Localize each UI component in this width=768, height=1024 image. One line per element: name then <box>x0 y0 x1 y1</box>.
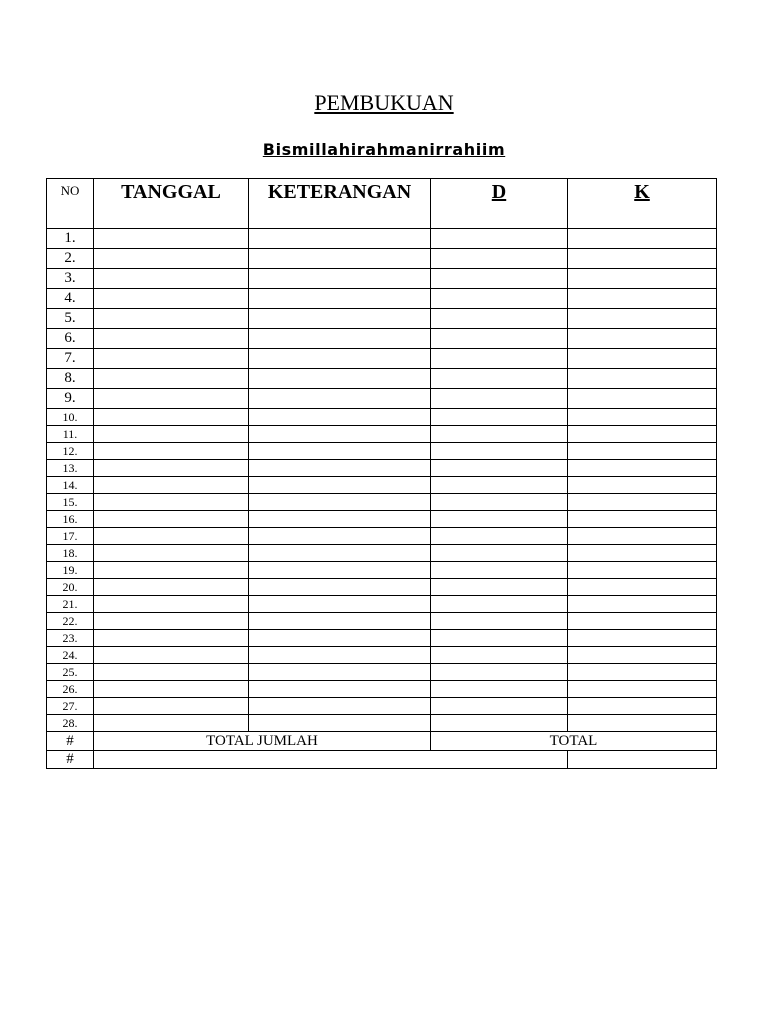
footer-row <box>47 751 717 769</box>
table-row <box>47 443 717 460</box>
header-debit: D <box>431 179 568 229</box>
kredit-cell <box>568 460 717 477</box>
kredit-cell <box>568 369 717 389</box>
kredit-cell <box>568 715 717 732</box>
debit-cell <box>431 596 568 613</box>
table-row <box>47 269 717 289</box>
table-row <box>47 426 717 443</box>
row-number: 3. <box>47 269 94 289</box>
debit-cell <box>431 460 568 477</box>
table-row <box>47 460 717 477</box>
tanggal-cell <box>94 477 249 494</box>
table-row <box>47 477 717 494</box>
debit-cell <box>431 664 568 681</box>
keterangan-cell <box>249 545 431 562</box>
row-number: 14. <box>47 477 94 494</box>
keterangan-cell <box>249 630 431 647</box>
kredit-cell <box>568 477 717 494</box>
header-kredit: K <box>568 179 717 229</box>
table-row <box>47 249 717 269</box>
tanggal-cell <box>94 613 249 630</box>
debit-cell <box>431 579 568 596</box>
kredit-cell <box>568 409 717 426</box>
debit-cell <box>431 369 568 389</box>
ledger-body <box>47 179 717 732</box>
tanggal-cell <box>94 579 249 596</box>
kredit-cell <box>568 389 717 409</box>
total-jumlah-label: TOTAL JUMLAH <box>94 732 431 751</box>
debit-cell <box>431 229 568 249</box>
row-number: 24. <box>47 647 94 664</box>
header-keterangan: KETERANGAN <box>249 179 431 229</box>
kredit-cell <box>568 229 717 249</box>
keterangan-cell <box>249 698 431 715</box>
tanggal-cell <box>94 443 249 460</box>
debit-cell <box>431 329 568 349</box>
keterangan-cell <box>249 426 431 443</box>
row-number: 9. <box>47 389 94 409</box>
keterangan-cell <box>249 511 431 528</box>
debit-cell <box>431 715 568 732</box>
kredit-cell <box>568 511 717 528</box>
keterangan-cell <box>249 329 431 349</box>
tanggal-cell <box>94 426 249 443</box>
debit-cell <box>431 349 568 369</box>
debit-cell <box>431 389 568 409</box>
table-row <box>47 511 717 528</box>
keterangan-cell <box>249 309 431 329</box>
keterangan-cell <box>249 369 431 389</box>
table-row <box>47 309 717 329</box>
tanggal-cell <box>94 596 249 613</box>
debit-cell <box>431 494 568 511</box>
page-title: PEMBUKUAN <box>314 90 454 115</box>
table-row <box>47 349 717 369</box>
table-row <box>47 528 717 545</box>
debit-cell <box>431 698 568 715</box>
kredit-cell <box>568 249 717 269</box>
kredit-cell <box>568 309 717 329</box>
debit-cell <box>431 613 568 630</box>
tanggal-cell <box>94 681 249 698</box>
row-number: 26. <box>47 681 94 698</box>
kredit-cell <box>568 443 717 460</box>
debit-cell <box>431 545 568 562</box>
tanggal-cell <box>94 389 249 409</box>
table-row <box>47 596 717 613</box>
tanggal-cell <box>94 349 249 369</box>
table-row <box>47 389 717 409</box>
row-number: 27. <box>47 698 94 715</box>
tanggal-cell <box>94 494 249 511</box>
row-number: 10. <box>47 409 94 426</box>
table-row <box>47 630 717 647</box>
tanggal-cell <box>94 460 249 477</box>
row-number: 19. <box>47 562 94 579</box>
tanggal-cell <box>94 545 249 562</box>
debit-cell <box>431 249 568 269</box>
debit-cell <box>431 443 568 460</box>
row-number: 13. <box>47 460 94 477</box>
kredit-cell <box>568 664 717 681</box>
keterangan-cell <box>249 349 431 369</box>
row-number: 22. <box>47 613 94 630</box>
row-number: 4. <box>47 289 94 309</box>
tanggal-cell <box>94 528 249 545</box>
keterangan-cell <box>249 562 431 579</box>
row-number: 6. <box>47 329 94 349</box>
debit-cell <box>431 681 568 698</box>
ledger-table <box>46 178 717 769</box>
row-number: 7. <box>47 349 94 369</box>
debit-cell <box>431 630 568 647</box>
tanggal-cell <box>94 369 249 389</box>
debit-cell <box>431 647 568 664</box>
total-label: TOTAL <box>431 732 717 751</box>
row-number: 28. <box>47 715 94 732</box>
row-number: 2. <box>47 249 94 269</box>
keterangan-cell <box>249 460 431 477</box>
debit-cell <box>431 562 568 579</box>
footer-jumlah-cell <box>94 751 568 769</box>
tanggal-cell <box>94 647 249 664</box>
keterangan-cell <box>249 681 431 698</box>
table-row <box>47 698 717 715</box>
row-number: 23. <box>47 630 94 647</box>
kredit-cell <box>568 647 717 664</box>
kredit-cell <box>568 545 717 562</box>
debit-cell <box>431 528 568 545</box>
keterangan-cell <box>249 443 431 460</box>
tanggal-cell <box>94 698 249 715</box>
keterangan-cell <box>249 389 431 409</box>
row-number: 5. <box>47 309 94 329</box>
keterangan-cell <box>249 477 431 494</box>
debit-cell <box>431 289 568 309</box>
table-row <box>47 329 717 349</box>
kredit-cell <box>568 579 717 596</box>
kredit-cell <box>568 596 717 613</box>
row-number: 17. <box>47 528 94 545</box>
debit-cell <box>431 309 568 329</box>
keterangan-cell <box>249 528 431 545</box>
tanggal-cell <box>94 229 249 249</box>
keterangan-cell <box>249 715 431 732</box>
row-number: 16. <box>47 511 94 528</box>
row-number: 21. <box>47 596 94 613</box>
debit-cell <box>431 477 568 494</box>
keterangan-cell <box>249 579 431 596</box>
table-row <box>47 579 717 596</box>
footer-total-cell <box>568 751 717 769</box>
table-row <box>47 545 717 562</box>
footer-marker: # <box>47 751 94 769</box>
kredit-cell <box>568 269 717 289</box>
debit-cell <box>431 409 568 426</box>
row-number: 1. <box>47 229 94 249</box>
keterangan-cell <box>249 289 431 309</box>
total-marker: # <box>47 732 94 751</box>
debit-cell <box>431 269 568 289</box>
table-row <box>47 664 717 681</box>
keterangan-cell <box>249 269 431 289</box>
keterangan-cell <box>249 249 431 269</box>
table-row <box>47 229 717 249</box>
kredit-cell <box>568 289 717 309</box>
row-number: 15. <box>47 494 94 511</box>
table-row <box>47 681 717 698</box>
tanggal-cell <box>94 249 249 269</box>
table-row <box>47 647 717 664</box>
keterangan-cell <box>249 596 431 613</box>
kredit-cell <box>568 494 717 511</box>
row-number: 18. <box>47 545 94 562</box>
total-row <box>47 732 717 751</box>
keterangan-cell <box>249 647 431 664</box>
keterangan-cell <box>249 494 431 511</box>
table-row <box>47 369 717 389</box>
kredit-cell <box>568 349 717 369</box>
keterangan-cell <box>249 664 431 681</box>
row-number: 25. <box>47 664 94 681</box>
kredit-cell <box>568 630 717 647</box>
tanggal-cell <box>94 715 249 732</box>
tanggal-cell <box>94 511 249 528</box>
table-row <box>47 613 717 630</box>
kredit-cell <box>568 681 717 698</box>
keterangan-cell <box>249 409 431 426</box>
kredit-cell <box>568 329 717 349</box>
tanggal-cell <box>94 309 249 329</box>
header-tanggal: TANGGAL <box>94 179 249 229</box>
kredit-cell <box>568 698 717 715</box>
tanggal-cell <box>94 269 249 289</box>
page-subtitle: Bismillahirahmanirrahiim <box>262 140 506 159</box>
header-no: NO <box>47 179 94 229</box>
debit-cell <box>431 511 568 528</box>
kredit-cell <box>568 613 717 630</box>
keterangan-cell <box>249 229 431 249</box>
tanggal-cell <box>94 630 249 647</box>
table-row <box>47 562 717 579</box>
tanggal-cell <box>94 409 249 426</box>
table-row <box>47 494 717 511</box>
table-row <box>47 409 717 426</box>
tanggal-cell <box>94 289 249 309</box>
kredit-cell <box>568 562 717 579</box>
row-number: 12. <box>47 443 94 460</box>
row-number: 11. <box>47 426 94 443</box>
header-row <box>47 179 717 229</box>
debit-cell <box>431 426 568 443</box>
table-row <box>47 715 717 732</box>
kredit-cell <box>568 528 717 545</box>
row-number: 20. <box>47 579 94 596</box>
tanggal-cell <box>94 664 249 681</box>
tanggal-cell <box>94 562 249 579</box>
row-number: 8. <box>47 369 94 389</box>
keterangan-cell <box>249 613 431 630</box>
tanggal-cell <box>94 329 249 349</box>
table-row <box>47 289 717 309</box>
kredit-cell <box>568 426 717 443</box>
